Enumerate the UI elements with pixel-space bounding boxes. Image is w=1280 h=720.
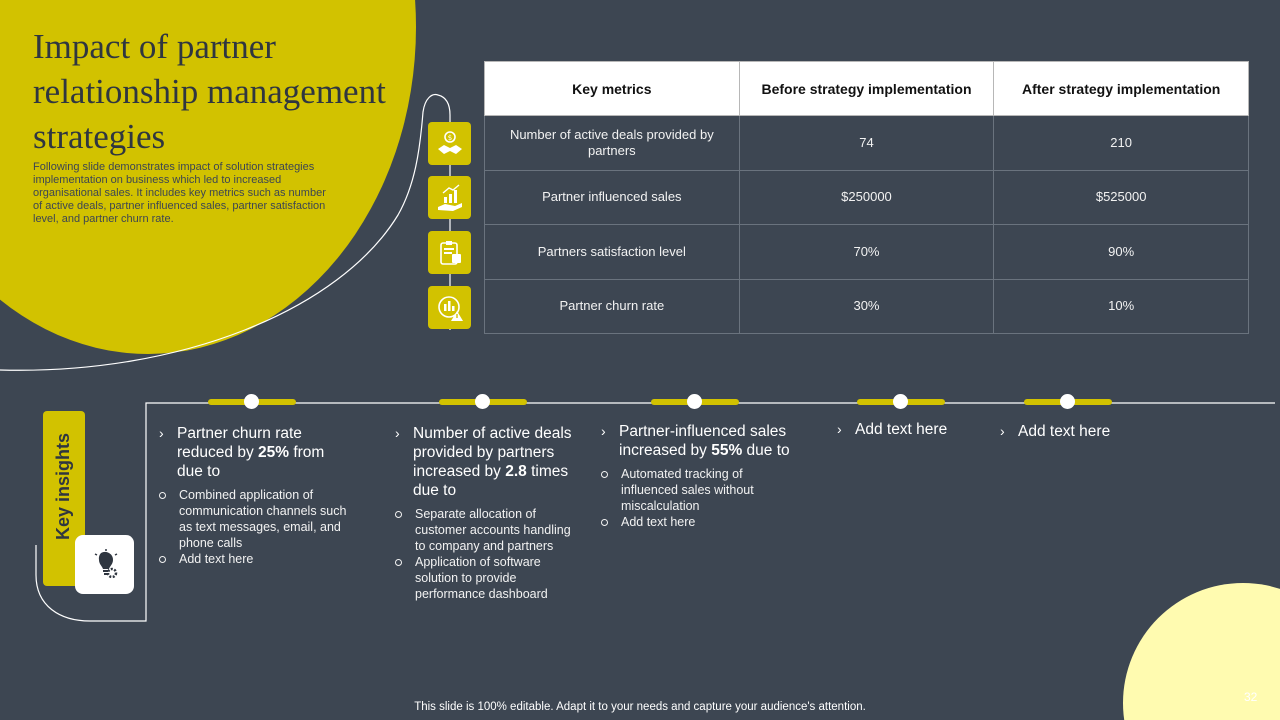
insight-bullet: Combined application of communication channels such as text messages, email, and phone calls <box>159 487 349 551</box>
chevron-right-icon: › <box>601 423 606 439</box>
timeline-marker-dot <box>244 394 259 409</box>
handshake-money-icon <box>428 122 471 165</box>
insight-bullet: Separate allocation of customer accounts handling to company and partners <box>395 506 573 554</box>
timeline-marker-dot <box>687 394 702 409</box>
insight-heading: › Partner churn rate reduced by 25% from due to <box>159 425 325 480</box>
timeline-marker-dot <box>893 394 908 409</box>
insight-bullet: Add text here <box>159 551 349 567</box>
insight-heading: › Partner-influenced sales increased by 55% due to <box>601 423 790 459</box>
lightbulb-gear-icon <box>75 535 134 594</box>
table-header-row <box>485 62 1249 116</box>
table-row <box>485 225 1249 280</box>
insight-heading: › Add text here <box>1000 423 1111 440</box>
table-row <box>485 116 1249 171</box>
after-value: 10% <box>994 279 1249 334</box>
metric-name: Partner churn rate <box>485 279 740 334</box>
chevron-right-icon: › <box>159 425 164 441</box>
timeline-marker-dot <box>475 394 490 409</box>
insight-column <box>159 424 349 567</box>
insight-column <box>395 424 573 602</box>
insight-bullet: Application of software solution to provide performance dashboard <box>395 554 573 602</box>
clipboard-rating-icon <box>428 231 471 274</box>
slide-title: Impact of partner relationship management strategies <box>33 27 386 156</box>
column-header: Before strategy implementation <box>739 62 994 116</box>
insight-heading: › Add text here <box>837 421 948 438</box>
slide-subtitle: Following slide demonstrates impact of solution strategies implementation on business which led to increased organisational sales. It includes key metrics such as number of active deals, partner influenced sales, partner satisfaction level, and partner churn rate. <box>33 161 326 225</box>
metrics-table <box>484 61 1249 334</box>
column-header: After strategy implementation <box>994 62 1249 116</box>
insight-column <box>837 420 987 439</box>
chevron-right-icon: › <box>1000 423 1005 439</box>
chevron-right-icon: › <box>837 421 842 437</box>
insight-bullet: Add text here <box>601 514 801 530</box>
after-value: $525000 <box>994 170 1249 225</box>
insight-bullet: Automated tracking of influenced sales without miscalculation <box>601 466 801 514</box>
insight-column <box>1000 422 1150 441</box>
footer-note: This slide is 100% editable. Adapt it to your needs and capture your audience's attention. <box>414 701 866 713</box>
after-value: 90% <box>994 225 1249 280</box>
table-row <box>485 279 1249 334</box>
before-value: $250000 <box>739 170 994 225</box>
insight-heading: › Number of active deals provided by partners increased by 2.8 times due to <box>395 425 572 499</box>
table-row <box>485 170 1249 225</box>
insight-column <box>601 422 801 530</box>
growth-chart-hand-icon <box>428 176 471 219</box>
timeline-marker-dot <box>1060 394 1075 409</box>
metric-name: Number of active deals provided by partners <box>485 116 740 171</box>
chevron-right-icon: › <box>395 425 400 441</box>
metric-name: Partner influenced sales <box>485 170 740 225</box>
column-header: Key metrics <box>485 62 740 116</box>
after-value: 210 <box>994 116 1249 171</box>
before-value: 30% <box>739 279 994 334</box>
metric-name: Partners satisfaction level <box>485 225 740 280</box>
before-value: 74 <box>739 116 994 171</box>
before-value: 70% <box>739 225 994 280</box>
page-number: 32 <box>1244 690 1258 704</box>
chart-warning-icon <box>428 286 471 329</box>
svg-text:$: $ <box>447 133 452 142</box>
key-insights-label: Key insights <box>53 432 74 540</box>
